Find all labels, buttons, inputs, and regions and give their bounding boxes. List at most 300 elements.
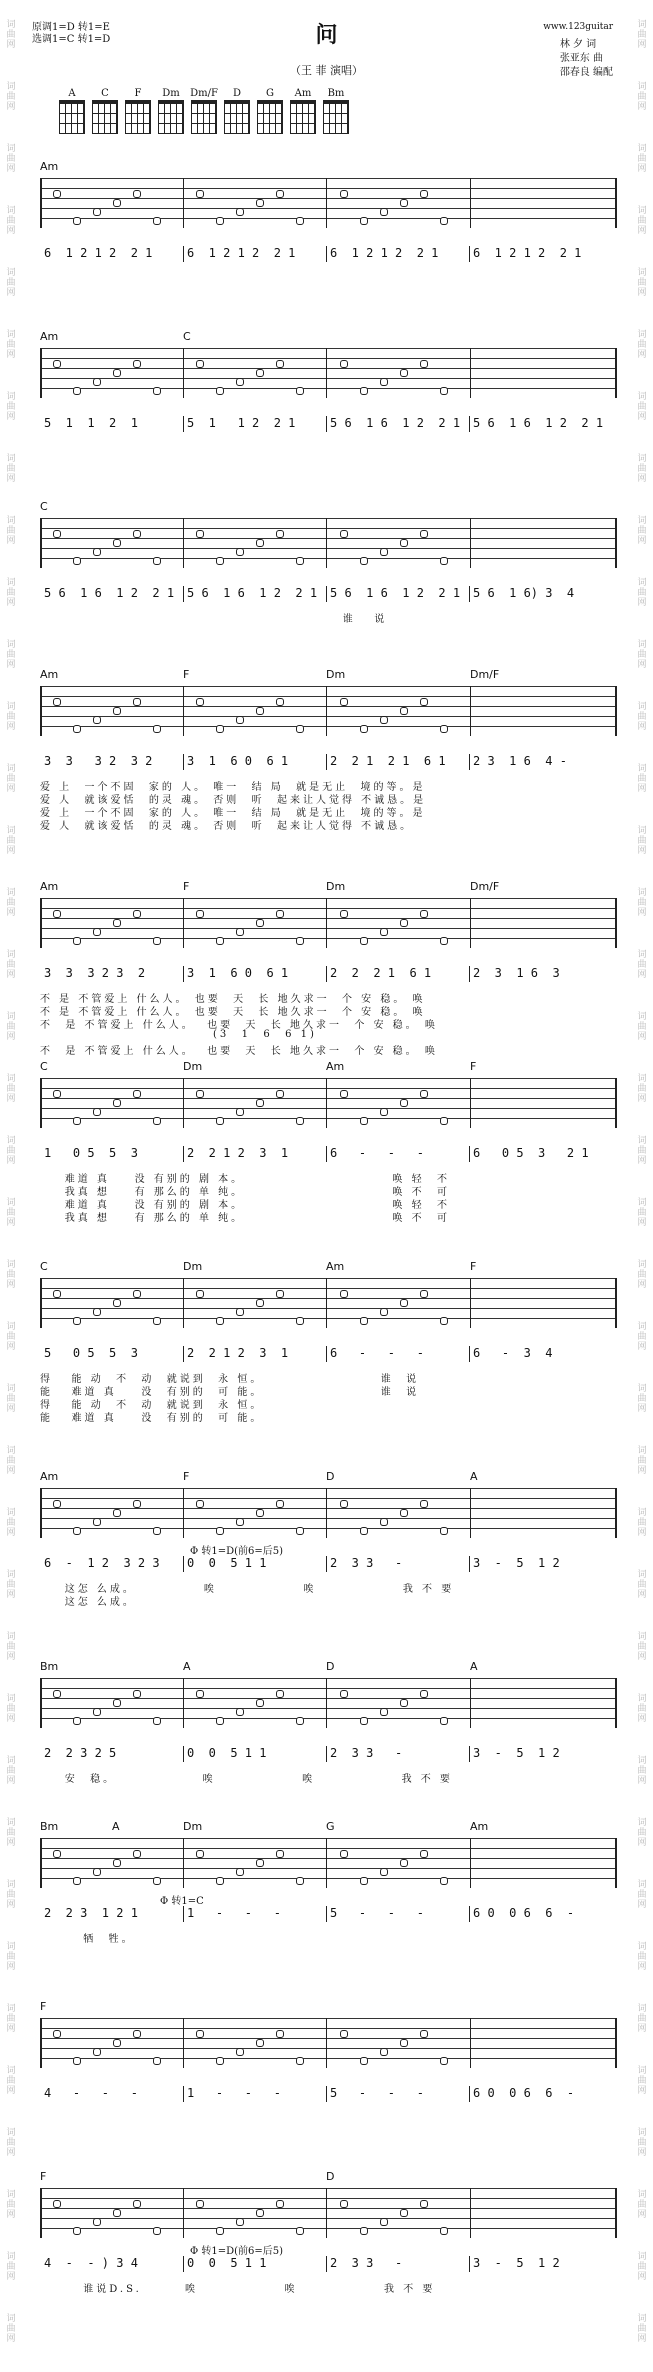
- measure-notes: 1 - - -: [187, 2086, 281, 2100]
- chord-symbol: D: [326, 2170, 335, 2183]
- tab-note: [236, 548, 244, 556]
- measure-bar: [469, 2256, 470, 2272]
- tab-note: [340, 698, 348, 706]
- tab-note: [440, 2057, 448, 2065]
- measure-bar: [183, 2256, 184, 2272]
- numbered-notation: [40, 1906, 613, 1926]
- watermark-text: 词 曲 网: [637, 2066, 647, 2096]
- tab-note: [93, 1108, 101, 1116]
- tab-note: [113, 1859, 121, 1867]
- numbered-notation: [40, 586, 613, 606]
- tab-note: [380, 928, 388, 936]
- tab-note: [296, 1717, 304, 1725]
- tab-note: [236, 1108, 244, 1116]
- tab-note: [216, 937, 224, 945]
- watermark-text: 词 曲 网: [6, 1198, 16, 1228]
- tab-note: [73, 217, 81, 225]
- measure-notes: 0 0 5 1 1: [187, 1746, 267, 1760]
- measure-notes: 5 6 1 6 1 2 2 1: [44, 586, 175, 600]
- watermark-text: 词 曲 网: [637, 640, 647, 670]
- tab-note: [380, 1308, 388, 1316]
- tab-note: [53, 1090, 61, 1098]
- fretboard-grid: [59, 100, 85, 134]
- tab-note: [133, 360, 141, 368]
- measure-bar: [469, 1746, 470, 1762]
- watermark-text: 词 曲 网: [6, 702, 16, 732]
- measure-bar: [469, 966, 470, 982]
- lyric-line: 不 是 不管爱上 什么人。 也要 天 长 地久求一 个 安 稳。 唤: [40, 994, 426, 1005]
- tab-staff: [40, 348, 617, 398]
- tab-note: [93, 2218, 101, 2226]
- tab-note: [133, 530, 141, 538]
- bar-line: [326, 1078, 327, 1128]
- fretboard-grid: [92, 100, 118, 134]
- chord-symbol: A: [183, 1660, 191, 1673]
- measure-notes: 6 0 0 6 6 -: [473, 2086, 575, 2100]
- lyric-line: 不 是 不管爱上 什么人。 也要 天 长 地久求一 个 安 稳。 唤: [40, 1046, 438, 1057]
- bar-line: [470, 348, 471, 398]
- tab-note: [400, 1099, 408, 1107]
- measure-bar: [183, 1146, 184, 1162]
- chord-symbol: Dm: [326, 668, 346, 681]
- key-change-marker: Φ 转1=D(前6=后5): [190, 2246, 284, 2257]
- measure-notes: 2 2 1 2 3 1: [187, 1346, 289, 1360]
- chord-symbol: C: [40, 1060, 48, 1073]
- chord-row: [40, 500, 613, 516]
- tab-note: [113, 1299, 121, 1307]
- tab-note: [256, 539, 264, 547]
- tab-note: [133, 2200, 141, 2208]
- tab-note: [236, 716, 244, 724]
- measure-bar: [469, 1146, 470, 1162]
- tab-note: [113, 707, 121, 715]
- chord-row: [40, 668, 613, 684]
- lyric-line: (3 1 6 6 1): [40, 1029, 317, 1040]
- measure-bar: [183, 586, 184, 602]
- chord-symbol: F: [183, 668, 190, 681]
- tab-note: [400, 1299, 408, 1307]
- tab-note: [360, 1317, 368, 1325]
- bar-line: [470, 2018, 471, 2068]
- watermark-text: 词 曲 网: [6, 330, 16, 360]
- tab-note: [196, 910, 204, 918]
- tab-note: [196, 2200, 204, 2208]
- chord-symbol: Dm: [326, 880, 346, 893]
- measure-notes: 3 - 5 1 2: [473, 1746, 560, 1760]
- watermark-text: 词 曲 网: [6, 1074, 16, 1104]
- chord-symbol: C: [40, 500, 48, 513]
- arranger: 邵春良 编配: [559, 67, 613, 78]
- tab-note: [440, 557, 448, 565]
- tab-note: [196, 2030, 204, 2038]
- tab-note: [440, 1527, 448, 1535]
- lyric-line: 我真 想 有 那么的 单 纯。 唤 不 可: [40, 1213, 450, 1224]
- watermark-text: 词 曲 网: [6, 950, 16, 980]
- chord-symbol: A: [112, 1820, 120, 1833]
- tab-note: [196, 1290, 204, 1298]
- tab-note: [236, 2048, 244, 2056]
- tab-note: [93, 548, 101, 556]
- lyric-line: 谁说D.S. 唉 唉 我 不 要: [40, 2284, 436, 2295]
- tab-note: [53, 190, 61, 198]
- measure-notes: 3 1 6 0 6 1: [187, 966, 289, 980]
- tab-note: [196, 360, 204, 368]
- measure-bar: [469, 1906, 470, 1922]
- tab-note: [216, 1317, 224, 1325]
- fretboard-grid: [290, 100, 316, 134]
- tab-note: [380, 716, 388, 724]
- tab-note: [113, 539, 121, 547]
- watermark-text: 词 曲 网: [6, 1694, 16, 1724]
- watermark-text: 词 曲 网: [637, 82, 647, 112]
- chord-symbol: Am: [40, 668, 59, 681]
- fretboard-grid: [158, 100, 184, 134]
- bar-line: [183, 1488, 184, 1538]
- tab-note: [73, 1877, 81, 1885]
- chord-symbol: Am: [40, 880, 59, 893]
- tab-note: [153, 1117, 161, 1125]
- tab-note: [153, 1717, 161, 1725]
- chord-diagram-a: [58, 88, 86, 134]
- chord-row: [40, 1470, 613, 1486]
- tab-note: [296, 2057, 304, 2065]
- tab-note: [73, 1527, 81, 1535]
- measure-notes: 2 2 1 2 3 1: [187, 1146, 289, 1160]
- tab-note: [153, 387, 161, 395]
- measure-bar: [183, 1906, 184, 1922]
- bar-line: [183, 348, 184, 398]
- tab-note: [400, 707, 408, 715]
- tab-note: [133, 1290, 141, 1298]
- tab-note: [296, 2227, 304, 2235]
- chord-symbol: F: [470, 1060, 477, 1073]
- measure-notes: 5 0 5 5 3: [44, 1346, 138, 1360]
- chord-diagram-label: Dm/F: [190, 88, 218, 99]
- chord-symbol: Am: [40, 160, 59, 173]
- lyric-line: 能 难道 真 没 有别的 可 能。 谁 说: [40, 1387, 420, 1398]
- numbered-notation: [40, 1746, 613, 1766]
- bar-line: [470, 898, 471, 948]
- lyric-line: 这怎 么成。 唉 唉 我 不 要: [40, 1584, 455, 1595]
- bar-line: [183, 686, 184, 736]
- measure-bar: [469, 1346, 470, 1362]
- lyric-line: 爱 上 一个不固 家的 人。 唯一 结 局 就是无止 境的等。是: [40, 782, 426, 793]
- chord-symbol: Am: [470, 1820, 489, 1833]
- watermark-text: 词 曲 网: [6, 206, 16, 236]
- watermark-text: 词 曲 网: [637, 1260, 647, 1290]
- tab-note: [400, 2039, 408, 2047]
- chord-row: [40, 2170, 613, 2186]
- measure-notes: 2 3 3 -: [330, 1746, 403, 1760]
- bar-line: [183, 2018, 184, 2068]
- tab-note: [196, 1090, 204, 1098]
- measure-notes: 6 1 2 1 2 2 1: [187, 246, 296, 260]
- tab-staff: [40, 898, 617, 948]
- bar-line: [470, 1488, 471, 1538]
- tab-note: [400, 2209, 408, 2217]
- chord-symbol: Dm: [183, 1060, 203, 1073]
- chord-symbol: D: [326, 1660, 335, 1673]
- chord-symbol: Bm: [40, 1660, 59, 1673]
- tab-note: [73, 387, 81, 395]
- measure-bar: [326, 2086, 327, 2102]
- credits: [560, 38, 613, 80]
- chord-diagram-g: [256, 88, 284, 134]
- tab-note: [93, 208, 101, 216]
- watermark-text: 词 曲 网: [637, 1384, 647, 1414]
- tab-note: [133, 1690, 141, 1698]
- tab-note: [93, 1708, 101, 1716]
- tab-note: [400, 1509, 408, 1517]
- watermark-text: 词 曲 网: [6, 82, 16, 112]
- watermark-text: 词 曲 网: [637, 2314, 647, 2344]
- lyric-line: 牺 牲。: [40, 1934, 135, 1945]
- measure-notes: 5 6 1 6 1 2 2 1: [330, 586, 461, 600]
- watermark-text: 词 曲 网: [637, 1198, 647, 1228]
- tab-note: [360, 937, 368, 945]
- watermark-text: 词 曲 网: [6, 268, 16, 298]
- measure-notes: 3 3 3 2 3 2: [44, 754, 153, 768]
- watermark-text: 词 曲 网: [637, 1818, 647, 1848]
- measure-bar: [183, 966, 184, 982]
- tab-note: [296, 557, 304, 565]
- measure-bar: [183, 1556, 184, 1572]
- watermark-text: 词 曲 网: [637, 454, 647, 484]
- watermark-text: 词 曲 网: [6, 764, 16, 794]
- tab-note: [276, 1690, 284, 1698]
- key-change-marker: Φ 转1=D(前6=后5): [190, 1546, 284, 1557]
- tab-note: [73, 2227, 81, 2235]
- tab-note: [196, 1690, 204, 1698]
- bar-line: [470, 1678, 471, 1728]
- tab-note: [360, 725, 368, 733]
- tab-note: [400, 539, 408, 547]
- tab-staff: [40, 686, 617, 736]
- bar-line: [326, 1678, 327, 1728]
- tab-note: [276, 2200, 284, 2208]
- watermark-text: 词 曲 网: [6, 888, 16, 918]
- measure-bar: [469, 754, 470, 770]
- tab-note: [133, 2030, 141, 2038]
- chord-diagram-label: C: [101, 88, 109, 99]
- measure-notes: 5 6 1 6 1 2 2 1: [187, 586, 318, 600]
- lyric-line: 安 稳。 唉 唉 我 不 要: [40, 1774, 453, 1785]
- watermark-text: 词 曲 网: [6, 1384, 16, 1414]
- numbered-notation: [40, 754, 613, 774]
- watermark-text: 词 曲 网: [6, 1136, 16, 1166]
- key-change-marker: Φ 转1=C: [160, 1896, 204, 1907]
- tab-note: [53, 910, 61, 918]
- watermark-text: 词 曲 网: [6, 1942, 16, 1972]
- tab-note: [440, 1117, 448, 1125]
- chord-diagram-bm: [322, 88, 350, 134]
- measure-bar: [326, 1906, 327, 1922]
- measure-notes: 2 2 2 1 6 1: [330, 966, 432, 980]
- tab-note: [440, 387, 448, 395]
- measure-notes: 0 0 5 1 1: [187, 1556, 267, 1570]
- website-text: www.123guitar: [543, 22, 613, 32]
- tab-note: [420, 1690, 428, 1698]
- tab-note: [360, 2057, 368, 2065]
- chord-diagram-f: [124, 88, 152, 134]
- tab-note: [153, 217, 161, 225]
- tab-note: [440, 937, 448, 945]
- tab-note: [236, 208, 244, 216]
- chord-diagram-label: F: [134, 88, 142, 99]
- tab-note: [340, 1690, 348, 1698]
- lyric-line: 难道 真 没 有别的 剧 本。 唤 轻 不: [40, 1174, 450, 1185]
- watermark-text: 词 曲 网: [6, 2004, 16, 2034]
- bar-line: [183, 1278, 184, 1328]
- tab-note: [360, 1117, 368, 1125]
- tab-note: [113, 1699, 121, 1707]
- measure-bar: [469, 416, 470, 432]
- tab-note: [236, 2218, 244, 2226]
- watermark-text: 词 曲 网: [637, 1074, 647, 1104]
- tab-note: [256, 1509, 264, 1517]
- tab-note: [113, 919, 121, 927]
- chord-symbol: Bm: [40, 1820, 59, 1833]
- watermark-text: 词 曲 网: [637, 206, 647, 236]
- tab-note: [340, 910, 348, 918]
- tab-note: [420, 190, 428, 198]
- watermark-text: 词 曲 网: [6, 516, 16, 546]
- watermark-text: 词 曲 网: [6, 640, 16, 670]
- fretboard-grid: [257, 100, 283, 134]
- measure-notes: 6 1 2 1 2 2 1: [473, 246, 582, 260]
- watermark-text: 词 曲 网: [637, 1942, 647, 1972]
- tab-note: [53, 1290, 61, 1298]
- measure-notes: 5 - - -: [330, 2086, 424, 2100]
- watermark-text: 词 曲 网: [6, 1880, 16, 1910]
- tab-note: [53, 360, 61, 368]
- chord-symbol: Dm/F: [470, 880, 500, 893]
- tab-note: [296, 1117, 304, 1125]
- watermark-text: 词 曲 网: [6, 1260, 16, 1290]
- bar-line: [183, 2188, 184, 2238]
- tab-note: [153, 2227, 161, 2235]
- watermark-text: 词 曲 网: [637, 2190, 647, 2220]
- watermark-text: 词 曲 网: [6, 2190, 16, 2220]
- watermark-text: 词 曲 网: [637, 516, 647, 546]
- tab-note: [153, 1877, 161, 1885]
- chord-row: [40, 1260, 613, 1276]
- tab-note: [380, 1518, 388, 1526]
- measure-notes: 4 - - ) 3 4: [44, 2256, 138, 2270]
- numbered-notation: [40, 2086, 613, 2106]
- tab-note: [276, 1090, 284, 1098]
- watermark-text: 词 曲 网: [637, 1570, 647, 1600]
- watermark-text: 词 曲 网: [6, 1818, 16, 1848]
- tab-note: [256, 707, 264, 715]
- tab-note: [113, 1509, 121, 1517]
- tab-note: [216, 1117, 224, 1125]
- measure-bar: [326, 1556, 327, 1572]
- tab-note: [400, 1859, 408, 1867]
- watermark-text: 词 曲 网: [6, 20, 16, 50]
- watermark-text: 词 曲 网: [637, 826, 647, 856]
- measure-bar: [326, 1146, 327, 1162]
- tab-note: [93, 378, 101, 386]
- numbered-notation: [40, 966, 613, 986]
- tab-note: [73, 725, 81, 733]
- chord-diagram-label: G: [266, 88, 274, 99]
- tab-staff: [40, 2018, 617, 2068]
- tab-note: [276, 530, 284, 538]
- tuning-original: 原调1=D 转1=E: [32, 22, 110, 33]
- tab-note: [153, 725, 161, 733]
- chord-diagram-dm: [157, 88, 185, 134]
- tab-note: [216, 2227, 224, 2235]
- measure-bar: [326, 1346, 327, 1362]
- tab-note: [73, 557, 81, 565]
- tab-note: [133, 698, 141, 706]
- watermark-text: 词 曲 网: [6, 1570, 16, 1600]
- tab-note: [93, 1518, 101, 1526]
- tab-note: [420, 1500, 428, 1508]
- lyric-line: 这怎 么成。: [40, 1597, 136, 1608]
- chord-row: [40, 2000, 613, 2016]
- watermark-text: 词 曲 网: [637, 392, 647, 422]
- measure-notes: 3 3 3 2 3 2: [44, 966, 146, 980]
- tab-note: [236, 1308, 244, 1316]
- tab-note: [216, 387, 224, 395]
- measure-notes: 2 3 1 6 3: [473, 966, 560, 980]
- measure-bar: [183, 2086, 184, 2102]
- bar-line: [470, 178, 471, 228]
- tab-note: [296, 387, 304, 395]
- tab-note: [216, 1717, 224, 1725]
- lyric-line: 得 能 动 不 动 就说到 永 恒。: [40, 1400, 264, 1411]
- bar-line: [326, 2018, 327, 2068]
- measure-notes: 2 3 3 -: [330, 2256, 403, 2270]
- chord-row: [40, 1060, 613, 1076]
- tab-note: [93, 2048, 101, 2056]
- tab-note: [420, 910, 428, 918]
- fretboard-grid: [323, 100, 349, 134]
- watermark-text: 词 曲 网: [6, 2066, 16, 2096]
- chord-symbol: Dm/F: [470, 668, 500, 681]
- tab-note: [53, 698, 61, 706]
- tab-note: [420, 1090, 428, 1098]
- tab-note: [400, 1699, 408, 1707]
- tab-note: [360, 217, 368, 225]
- tab-note: [73, 937, 81, 945]
- lyric-line: 不 是 不管爱上 什么人。 也要 天 长 地久求一 个 安 稳。 唤: [40, 1020, 438, 1031]
- tab-note: [73, 2057, 81, 2065]
- fretboard-grid: [224, 100, 250, 134]
- watermark-text: 词 曲 网: [637, 1012, 647, 1042]
- tab-note: [113, 2039, 121, 2047]
- tab-note: [276, 360, 284, 368]
- bar-line: [326, 1278, 327, 1328]
- tab-note: [53, 2200, 61, 2208]
- tab-note: [420, 698, 428, 706]
- singer-credit: （王 菲 演唱）: [290, 64, 363, 77]
- measure-notes: 6 1 2 1 2 2 1: [330, 246, 439, 260]
- tab-note: [276, 1290, 284, 1298]
- chord-symbol: A: [470, 1660, 478, 1673]
- bar-line: [183, 898, 184, 948]
- tab-note: [153, 937, 161, 945]
- watermark-text: 词 曲 网: [6, 826, 16, 856]
- lyric-line: 我真 想 有 那么的 单 纯。 唤 不 可: [40, 1187, 450, 1198]
- tab-note: [53, 2030, 61, 2038]
- chord-diagram-label: A: [68, 88, 76, 99]
- song-title: 问: [315, 22, 338, 48]
- watermark-text: 词 曲 网: [637, 888, 647, 918]
- tab-note: [256, 1299, 264, 1307]
